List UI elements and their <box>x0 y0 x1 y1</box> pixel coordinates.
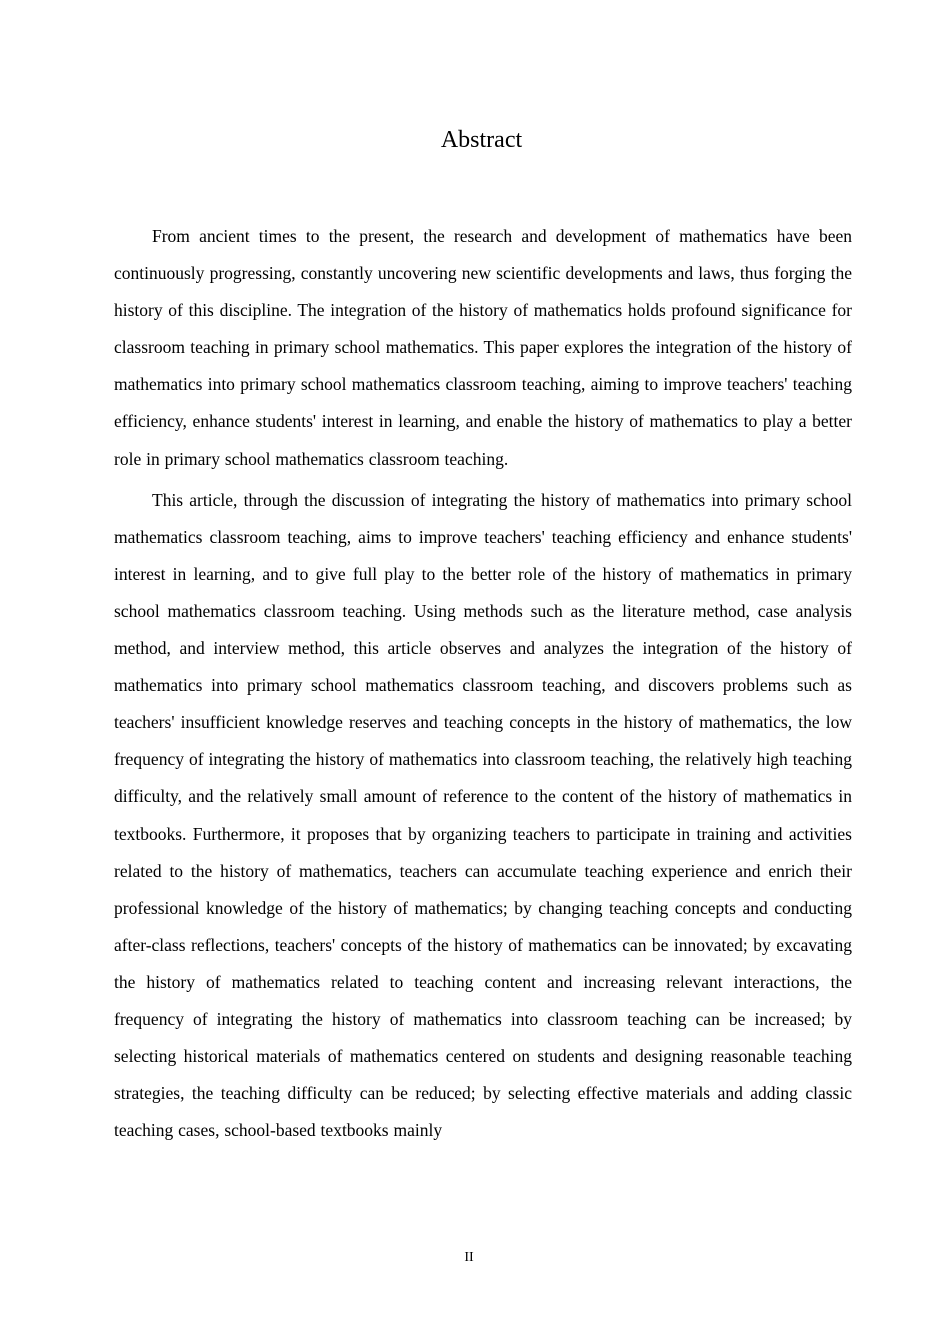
abstract-paragraph-2: This article, through the discussion of integrating the history of mathematics into primary school mathematics classroom teaching, aims to improve teachers' teaching efficiency and enhance students' interest in learning, and to give full play to the better role of the history of mathematics in primary school mathematics classroom teaching. Using methods such as the literature method, case analysis method, and interview method, this article observes and analyzes the integration of the history of mathematics into primary school mathematics classroom teaching, and discovers problems such as teachers' insufficient knowledge reserves and teaching concepts in the history of mathematics, the low frequency of integrating the history of mathematics into classroom teaching, the relatively high teaching difficulty, and the relatively small amount of reference to the content of the history of mathematics in textbooks. Furthermore, it proposes that by organizing teachers to participate in training and activities related to the history of mathematics, teachers can accumulate teaching experience and enrich their professional knowledge of the history of mathematics; by changing teaching concepts and conducting after-class reflections, teachers' concepts of the history of mathematics can be innovated; by excavating the history of mathematics related to teaching content and increasing relevant interactions, the frequency of integrating the history of mathematics into classroom teaching can be increased; by selecting historical materials of mathematics centered on students and designing reasonable teaching strategies, the teaching difficulty can be reduced; by selecting effective materials and adding classic teaching cases, school-based textbooks mainly <box>114 489 852 1141</box>
page-number: II <box>464 1250 474 1265</box>
abstract-body <box>114 218 852 1149</box>
page-title: Abstract <box>440 127 523 153</box>
abstract-paragraph-1: From ancient times to the present, the research and development of mathematics have been continuously progressing, constantly uncovering new scientific developments and laws, thus forging the history of this discipline. The integration of the history of mathematics holds profound significance for classroom teaching in primary school mathematics. This paper explores the integration of the history of mathematics into primary school mathematics classroom teaching, aiming to improve teachers' teaching efficiency, enhance students' interest in learning, and enable the history of mathematics to play a better role in primary school mathematics classroom teaching. <box>114 226 852 469</box>
